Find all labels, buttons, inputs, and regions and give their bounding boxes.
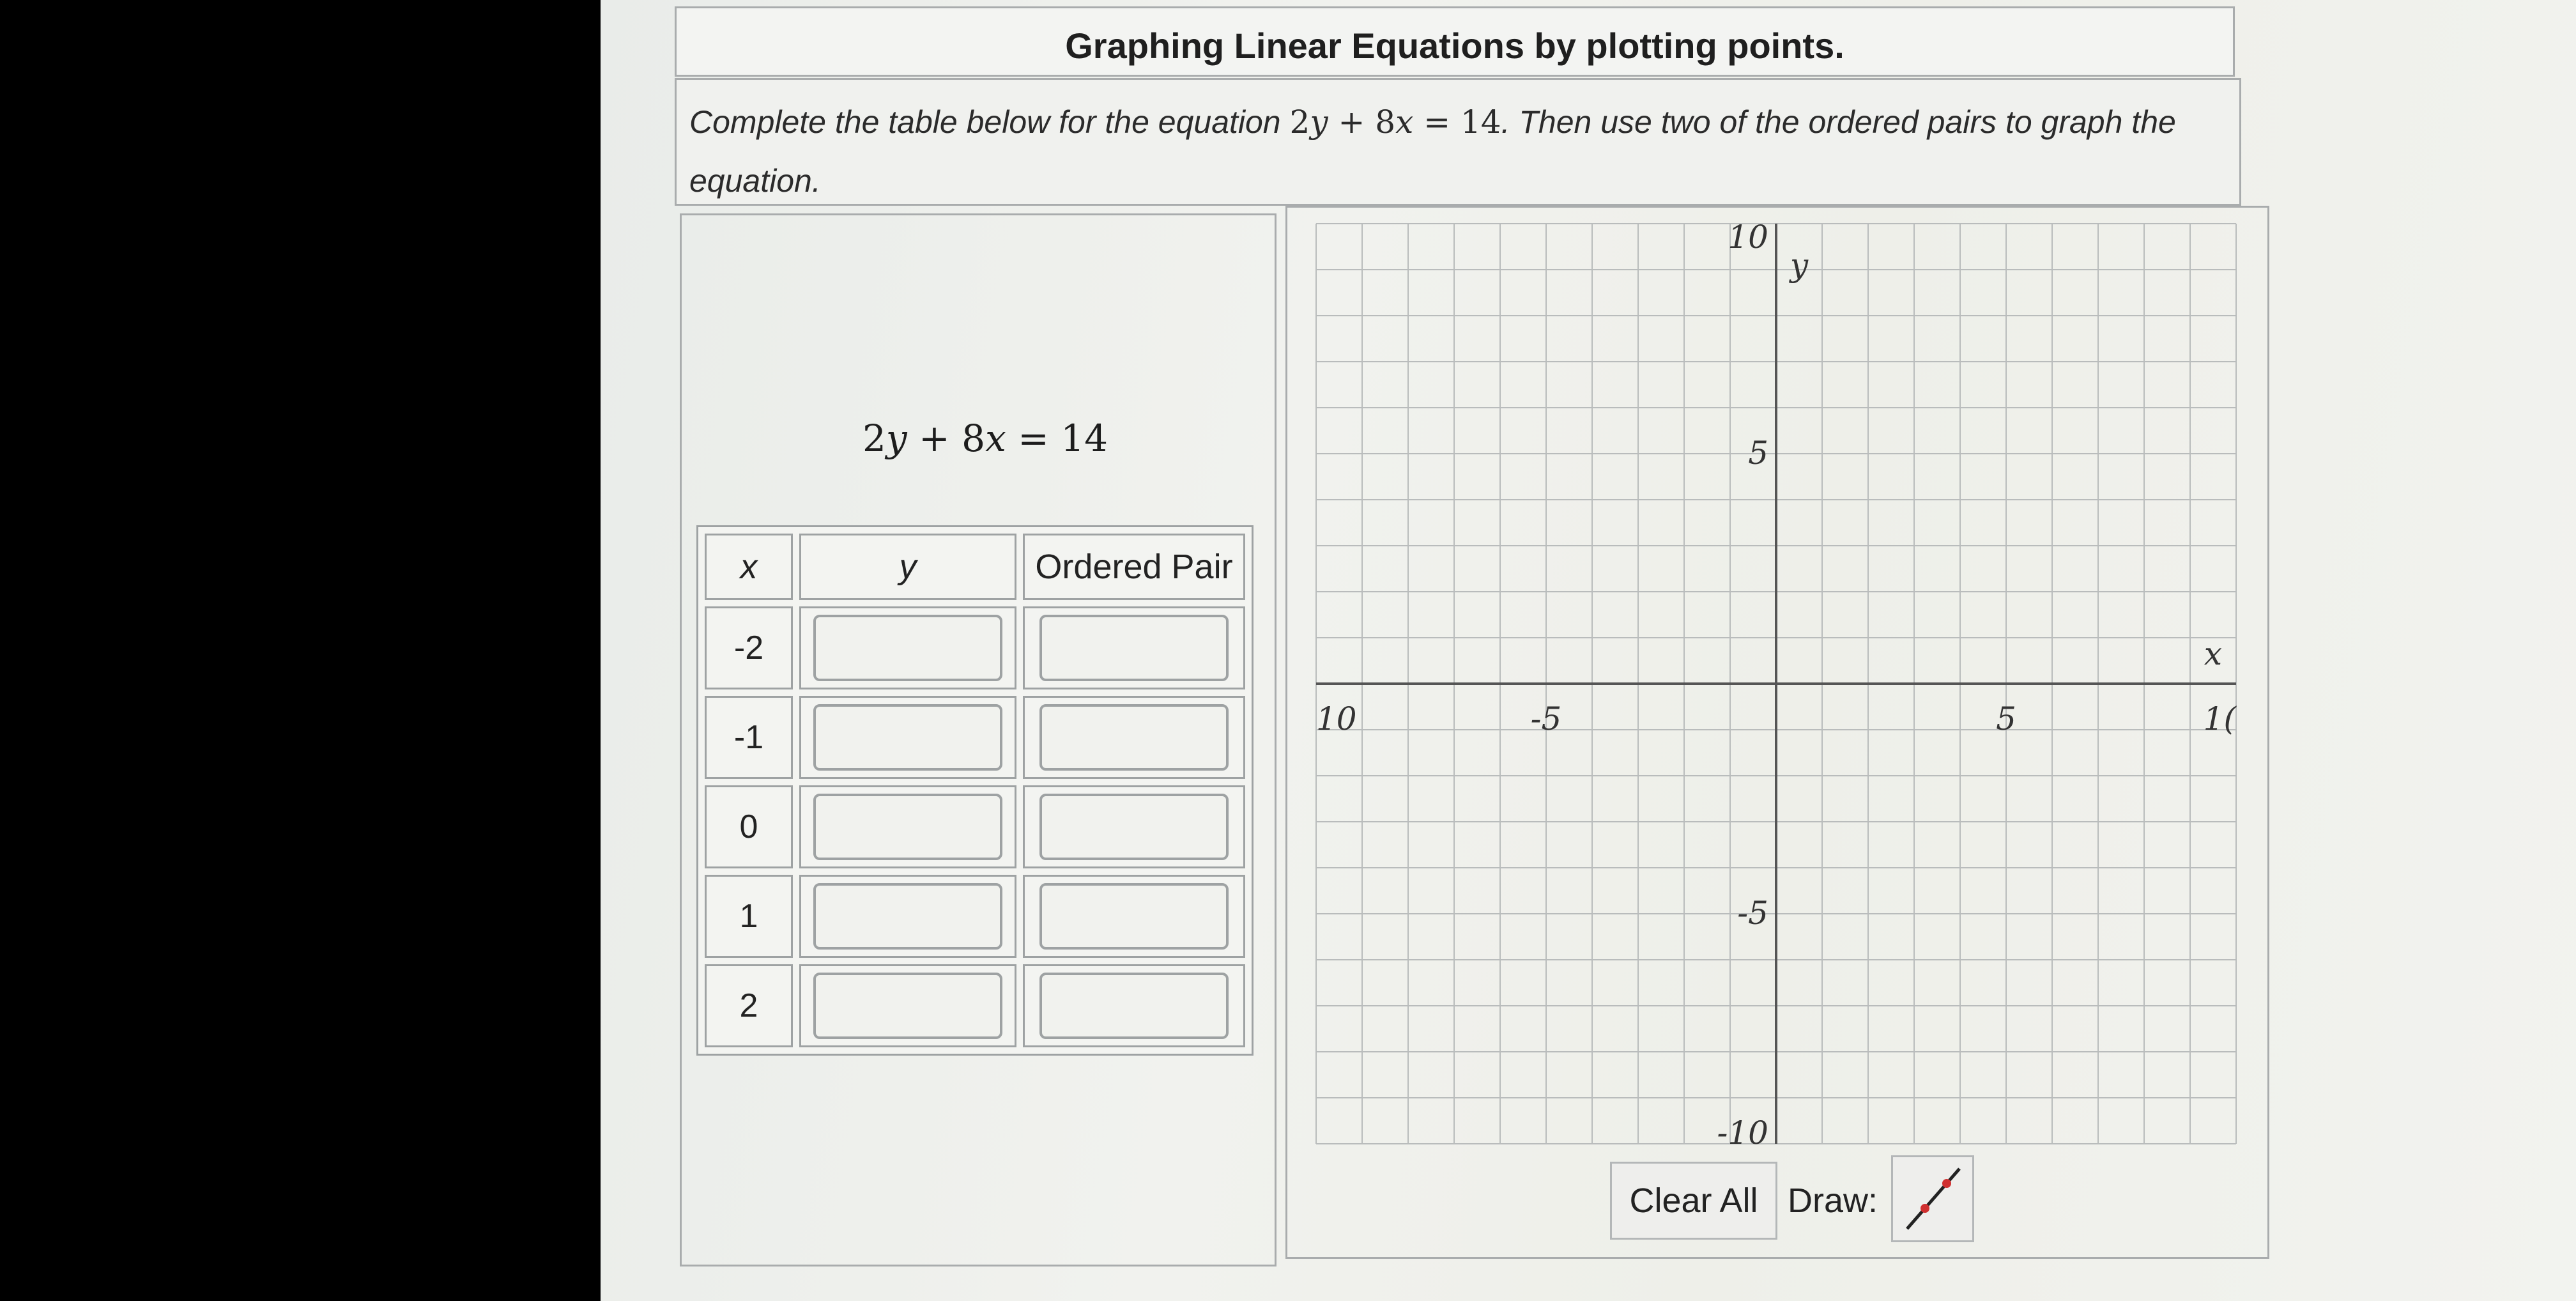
y-input[interactable] xyxy=(813,973,1002,1039)
column-header-ordered-pair: Ordered Pair xyxy=(1023,534,1245,600)
draw-label: Draw: xyxy=(1788,1182,1878,1220)
instructions-before: Complete the table below for the equation xyxy=(689,104,1281,140)
pair-cell xyxy=(1023,875,1245,958)
table-row xyxy=(705,785,1245,868)
pair-cell xyxy=(1023,696,1245,779)
draw-line-tool-button[interactable] xyxy=(1891,1155,1974,1242)
x-value: 0 xyxy=(705,785,793,868)
x-tick-label: 5 xyxy=(1996,700,2016,737)
values-table xyxy=(696,525,1254,1056)
equation-display: 2y + 8x = 14 xyxy=(862,417,1108,460)
pair-cell xyxy=(1023,606,1245,689)
y-tick-label: 5 xyxy=(1748,435,1768,472)
x-tick-label: -5 xyxy=(1530,700,1562,737)
instructions-after: . Then use two of the ordered pairs to graph the equation. xyxy=(689,104,2176,199)
line-tool-icon xyxy=(1893,1157,1972,1240)
instructions-equation: 2y + 8x = 14 xyxy=(1289,104,1501,141)
instructions-text xyxy=(689,93,2223,210)
column-header-x: x xyxy=(705,534,793,600)
ordered-pair-input[interactable] xyxy=(1039,883,1229,950)
y-input[interactable] xyxy=(813,794,1002,860)
table-row xyxy=(705,964,1245,1047)
x-value: -1 xyxy=(705,696,793,779)
table-row xyxy=(705,875,1245,958)
column-header-y: y xyxy=(799,534,1016,600)
y-input[interactable] xyxy=(813,883,1002,950)
ordered-pair-input[interactable] xyxy=(1039,615,1229,681)
y-input[interactable] xyxy=(813,704,1002,771)
ordered-pair-input[interactable] xyxy=(1039,704,1229,771)
x-axis-label: x xyxy=(2204,635,2223,672)
y-tick-label: -5 xyxy=(1737,895,1768,932)
pair-cell xyxy=(1023,964,1245,1047)
y-tick-label: -10 xyxy=(1717,1114,1768,1151)
y-cell xyxy=(799,964,1016,1047)
table-header-row xyxy=(705,534,1245,600)
table-row xyxy=(705,696,1245,779)
y-cell xyxy=(799,606,1016,689)
y-cell xyxy=(799,696,1016,779)
table-row xyxy=(705,606,1245,689)
y-input[interactable] xyxy=(813,615,1002,681)
y-tick-label: 10 xyxy=(1728,219,1768,256)
x-tick-label: 10 xyxy=(1316,700,1357,737)
y-axis-label: y xyxy=(1790,247,1809,284)
title-bar xyxy=(675,6,2235,77)
pair-cell xyxy=(1023,785,1245,868)
x-value: -2 xyxy=(705,606,793,689)
instructions-panel xyxy=(675,78,2241,206)
ordered-pair-input[interactable] xyxy=(1039,973,1229,1039)
x-value: 2 xyxy=(705,964,793,1047)
page-title: Graphing Linear Equations by plotting points. xyxy=(1065,26,1844,66)
y-cell xyxy=(799,875,1016,958)
coordinate-grid[interactable] xyxy=(1303,211,2249,1157)
ordered-pair-input[interactable] xyxy=(1039,794,1229,860)
x-value: 1 xyxy=(705,875,793,958)
x-tick-label: 1( xyxy=(2203,700,2236,737)
clear-all-button[interactable]: Clear All xyxy=(1610,1162,1777,1240)
y-cell xyxy=(799,785,1016,868)
